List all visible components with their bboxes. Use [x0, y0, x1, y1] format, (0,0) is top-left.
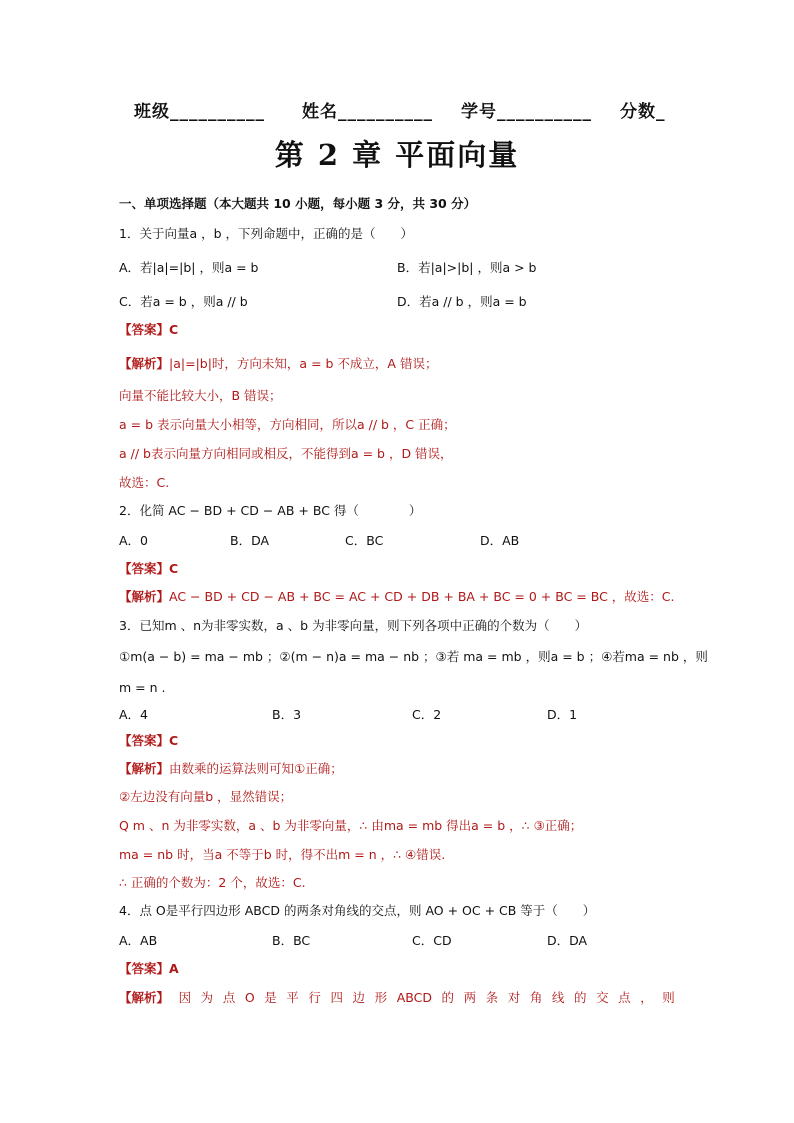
q3-analysis-3: Q m 、n 为非零实数，a 、b 为非零向量，∴ 由ma = mb 得出a = b ，∴ ③正确；: [119, 818, 583, 833]
analysis-char: 为: [200, 990, 214, 1005]
answer-tag: 【答案】: [119, 322, 170, 337]
q4-option-d[interactable]: D．DA: [547, 933, 588, 948]
analysis-char: ，: [640, 990, 653, 1005]
analysis-char: 线: [551, 990, 565, 1005]
q1-analysis-3: a = b 表示向量大小相等，方向相同，所以a // b ，C 正确；: [119, 417, 456, 432]
analysis-char: 四: [330, 990, 343, 1005]
q3-analysis-5: ∴ 正确的个数为：2 个，故选：C.: [119, 875, 306, 890]
name-field[interactable]: 姓名__________: [302, 102, 433, 122]
q2-answer: [119, 560, 178, 578]
analysis-char: 交: [596, 990, 609, 1005]
q4-stem: 4．点 O是平行四边形 ABCD 的两条对角线的交点，则 AO + OC + CB 等于（ ）: [119, 903, 596, 918]
q4-option-a[interactable]: A．AB: [119, 933, 158, 948]
q3-analysis-4: ma = nb 时，当a 不等于b 时，得不出m = n ，∴ ④错误.: [119, 847, 446, 862]
q1-analysis-4: a // b表示向量方向相同或相反，不能得到a = b ，D 错误，: [119, 446, 453, 461]
analysis-text: |a|=|b|时，方向未知，a = b 不成立，A 错误；: [169, 356, 438, 371]
q3-analysis-2: ②左边没有向量b ，显然错误；: [119, 789, 293, 804]
analysis-char: 点: [618, 990, 631, 1005]
analysis-char: 平: [286, 990, 299, 1005]
answer-value: C: [169, 561, 179, 576]
q1-answer: [119, 321, 178, 339]
q3-option-a[interactable]: A．4: [119, 707, 149, 722]
analysis-tag: 【解析】: [119, 589, 170, 604]
section-heading: 一、单项选择题（本大题共 10 小题，每小题 3 分，共 30 分）: [119, 196, 477, 211]
analysis-char: 的: [441, 990, 455, 1005]
q3-option-d[interactable]: D．1: [547, 707, 578, 722]
analysis-text: 由数乘的运算法则可知①正确；: [169, 761, 343, 776]
q1-stem: 1．关于向量a ，b ，下列命题中，正确的是（ ）: [119, 226, 413, 241]
q4-analysis-1: [119, 989, 675, 1007]
q3-stem-1: 3．已知m 、n为非零实数，a 、b 为非零向量，则下列各项中正确的个数为（ ）: [119, 618, 588, 633]
q2-option-d[interactable]: D．AB: [480, 533, 520, 548]
q2-option-b[interactable]: B．DA: [230, 533, 270, 548]
answer-tag: 【答案】: [119, 733, 170, 748]
answer-tag: 【答案】: [119, 961, 170, 976]
analysis-tag: 【解析】: [119, 990, 170, 1005]
analysis-char: 边: [352, 990, 366, 1005]
q1-analysis-5: 故选：C.: [119, 475, 170, 490]
score-field[interactable]: 分数_: [620, 102, 666, 122]
q1-option-b[interactable]: B．若|a|>|b| ，则a > b: [397, 260, 537, 275]
analysis-char: 因: [178, 990, 192, 1005]
q1-option-d[interactable]: D．若a // b ，则a = b: [397, 294, 527, 309]
q1-option-c[interactable]: C．若a = b ，则a // b: [119, 294, 248, 309]
analysis-tag: 【解析】: [119, 761, 170, 776]
q3-stem-2: ①m(a − b) = ma − mb ；②(m − n)a = ma − nb ；③若 ma = mb ，则a = b ；④若ma = nb ，则: [119, 649, 708, 664]
analysis-char: 是: [264, 990, 277, 1005]
q1-analysis-1: [119, 355, 437, 373]
analysis-char: 条: [485, 990, 499, 1005]
q1-option-a[interactable]: A．若|a|=|b| ，则a = b: [119, 260, 259, 275]
analysis-tag: 【解析】: [119, 356, 170, 371]
q4-option-b[interactable]: B．BC: [272, 933, 311, 948]
q3-option-b[interactable]: B．3: [272, 707, 302, 722]
analysis-char: 则: [662, 990, 675, 1005]
q4-answer: [119, 960, 179, 978]
class-field[interactable]: 班级__________: [134, 102, 265, 122]
q2-option-c[interactable]: C．BC: [345, 533, 384, 548]
q2-option-a[interactable]: A．0: [119, 533, 149, 548]
analysis-char: ABCD: [396, 990, 432, 1005]
q2-stem: 2．化简 AC − BD + CD − AB + BC 得（ ）: [119, 503, 422, 518]
answer-tag: 【答案】: [119, 561, 170, 576]
analysis-char: 对: [507, 990, 521, 1005]
answer-value: A: [169, 961, 179, 976]
analysis-char: 角: [529, 990, 543, 1005]
student-id-field[interactable]: 学号__________: [461, 102, 592, 122]
analysis-char: 的: [573, 990, 587, 1005]
q2-analysis-1: [119, 588, 675, 606]
analysis-char: O: [244, 990, 255, 1005]
q3-stem-3: m = n .: [119, 680, 166, 695]
analysis-char: 点: [222, 990, 236, 1005]
q3-analysis-1: [119, 760, 343, 778]
analysis-char: 两: [463, 990, 477, 1005]
analysis-char: 行: [308, 990, 321, 1005]
q4-option-c[interactable]: C．CD: [412, 933, 452, 948]
q3-answer: [119, 732, 178, 750]
analysis-char: 形: [374, 990, 388, 1005]
q3-option-c[interactable]: C．2: [412, 707, 442, 722]
chapter-title: 第 2 章 平面向量: [274, 138, 520, 172]
answer-value: C: [169, 733, 179, 748]
analysis-text: AC − BD + CD − AB + BC = AC + CD + DB + BA + BC = 0 + BC = BC ，故选：C.: [169, 589, 675, 604]
answer-value: C: [169, 322, 179, 337]
q1-analysis-2: 向量不能比较大小，B 错误；: [119, 388, 282, 403]
